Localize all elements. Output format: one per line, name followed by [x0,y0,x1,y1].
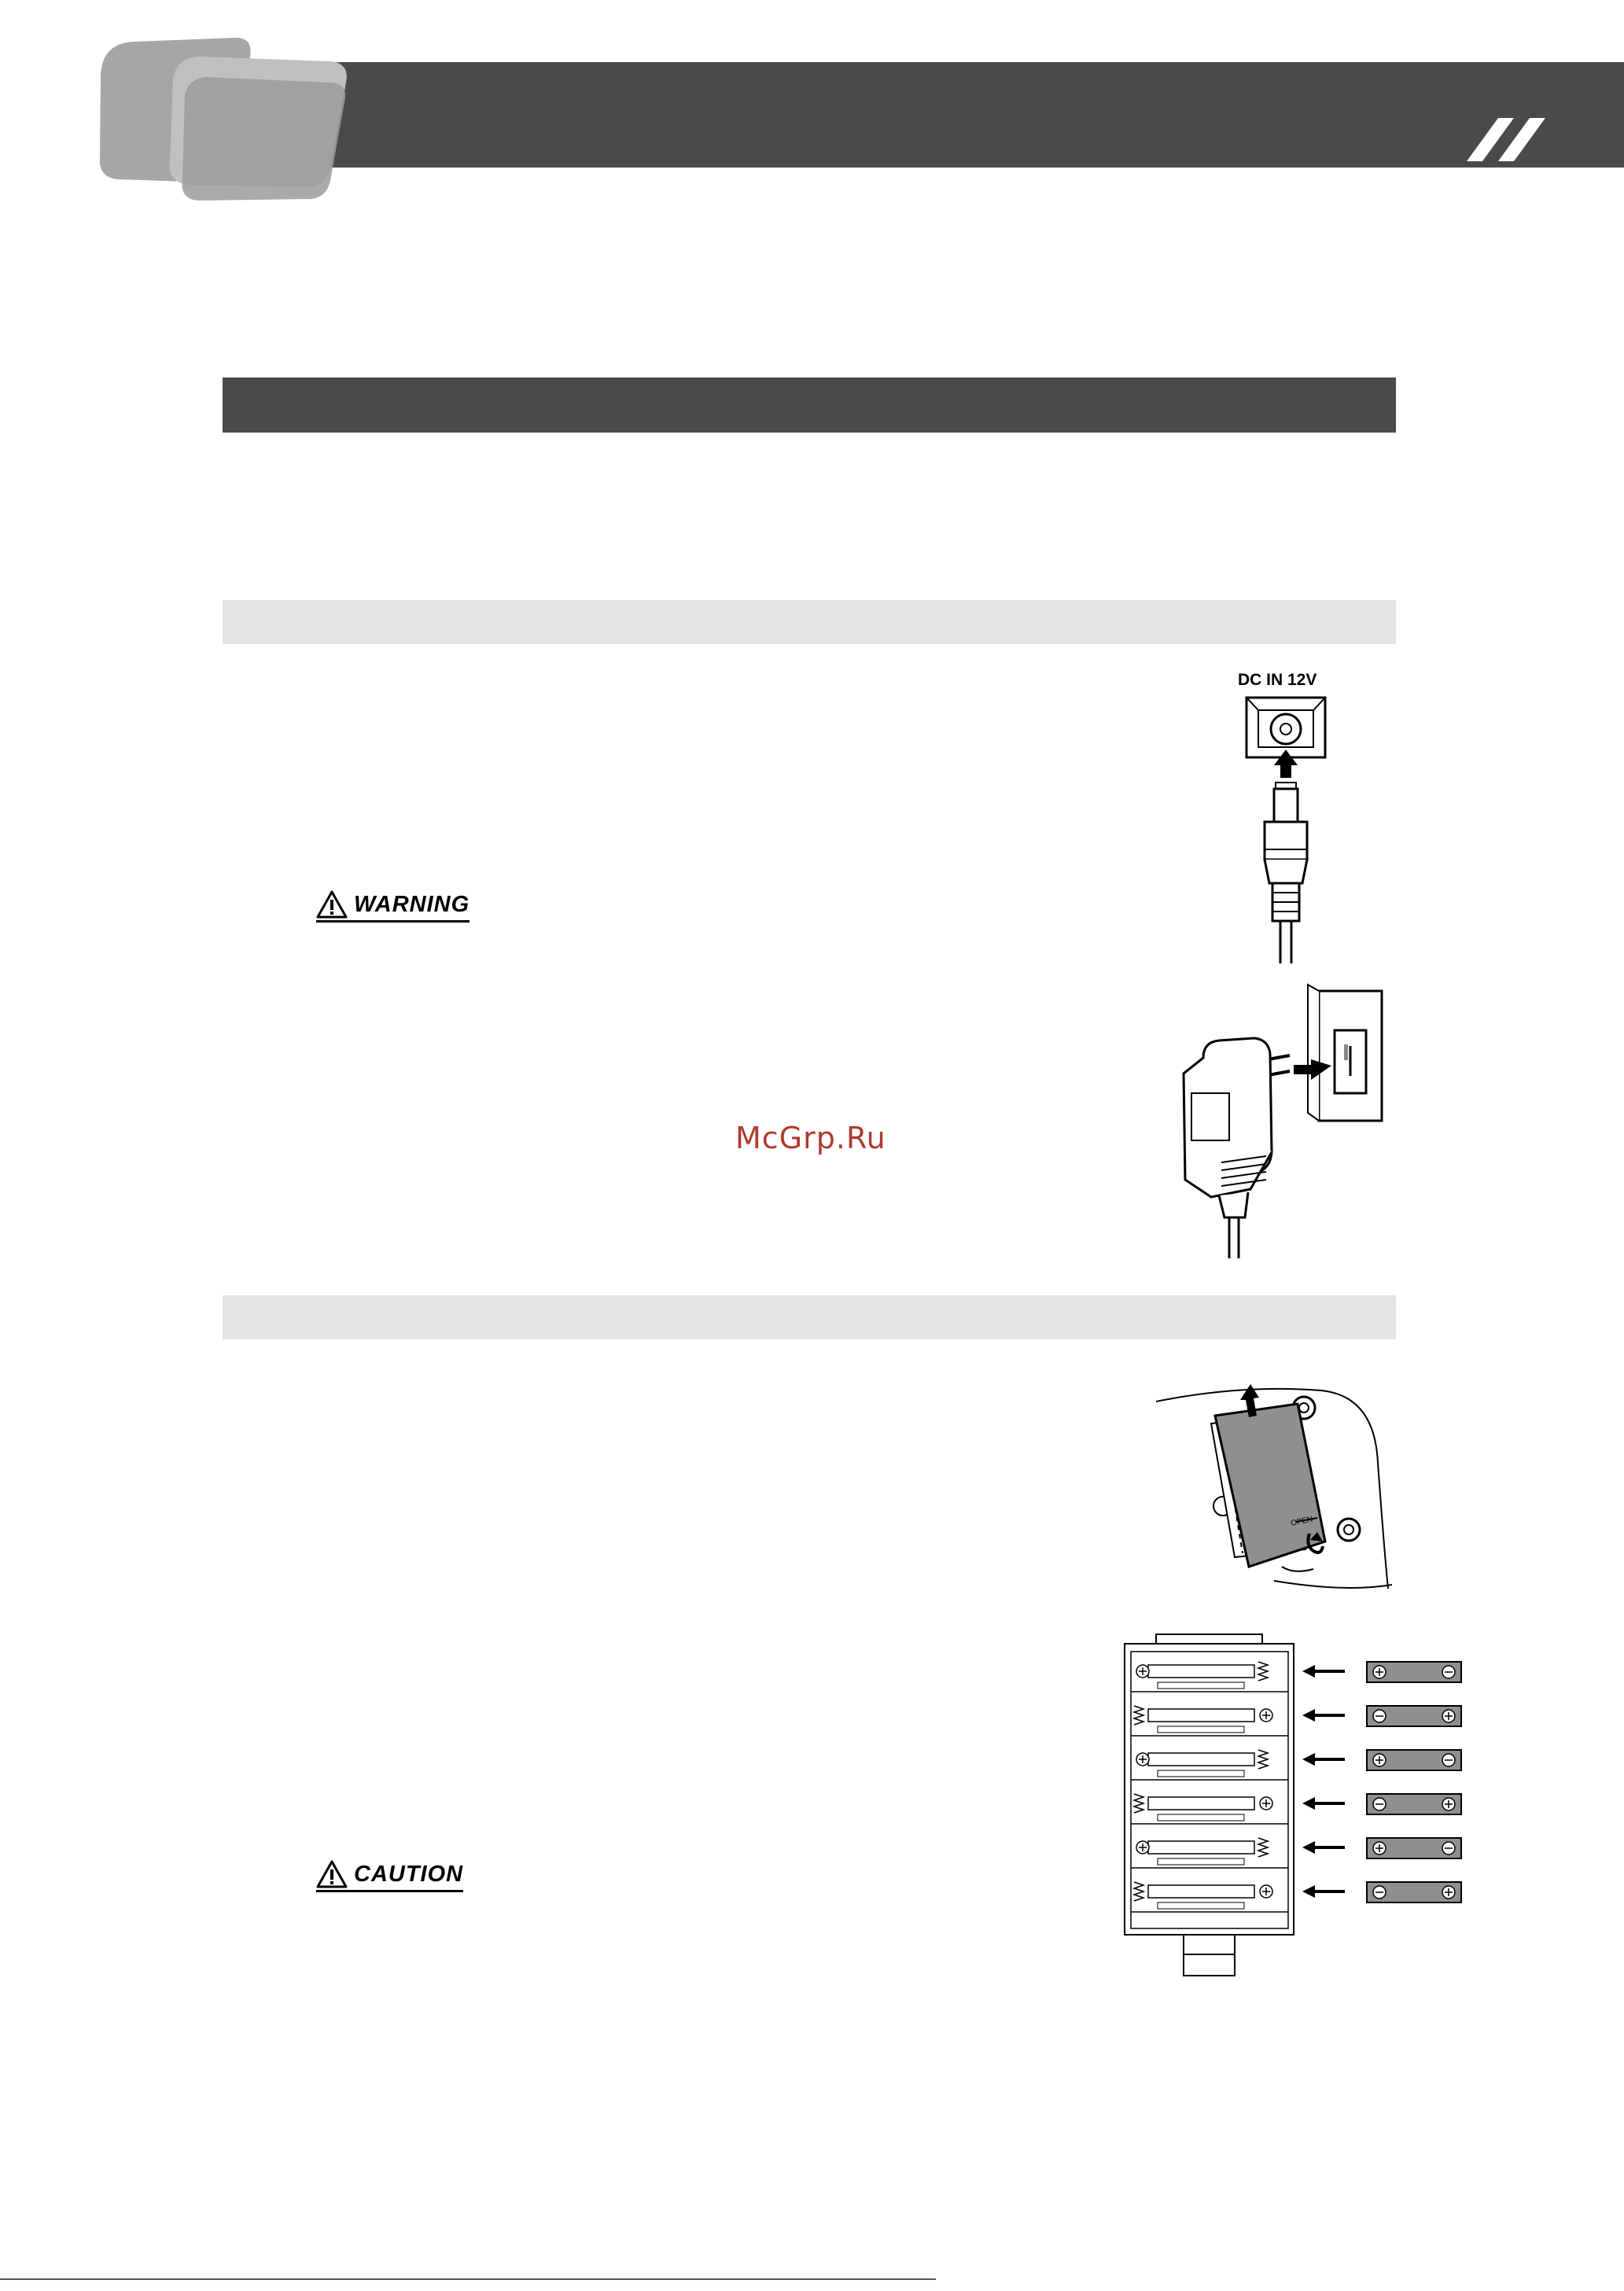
subsection-bar-batteries [223,1295,1396,1339]
insert-arrow-icon [1302,1885,1345,1898]
caution-triangle-icon [316,1860,348,1888]
battery [1367,1750,1461,1770]
insert-arrow-icon [1302,1753,1345,1766]
battery-cover-illustration [1156,1368,1392,1597]
subsection-bar-ac-adaptor [223,600,1396,644]
warning-label [316,890,470,923]
warning-triangle-icon [316,890,348,919]
battery [1367,1838,1461,1858]
footer-rule [0,2278,936,2280]
dc-jack-illustration [1211,665,1400,971]
battery [1367,1794,1461,1814]
insert-arrow-icon [1302,1665,1345,1678]
battery [1367,1662,1461,1682]
section-title-bar [223,378,1396,433]
watermark-text: McGrp.Ru [735,1121,886,1155]
insert-arrow-icon [1302,1841,1345,1854]
dc-jack-label: DC IN 12V [1238,671,1317,689]
ac-adaptor-illustration [1176,983,1400,1266]
warning-text: WARNING [354,891,470,917]
battery [1367,1706,1461,1726]
caution-text: CAUTION [354,1861,464,1887]
battery-cover-open-mark: OPEN [1290,1515,1314,1528]
insert-arrow-icon [1302,1797,1345,1810]
battery-compartment-illustration [1117,1628,1463,1978]
insert-arrow-icon [1302,1709,1345,1722]
caution-label [316,1860,463,1892]
battery [1367,1882,1461,1902]
page-header-banner [0,0,1624,212]
